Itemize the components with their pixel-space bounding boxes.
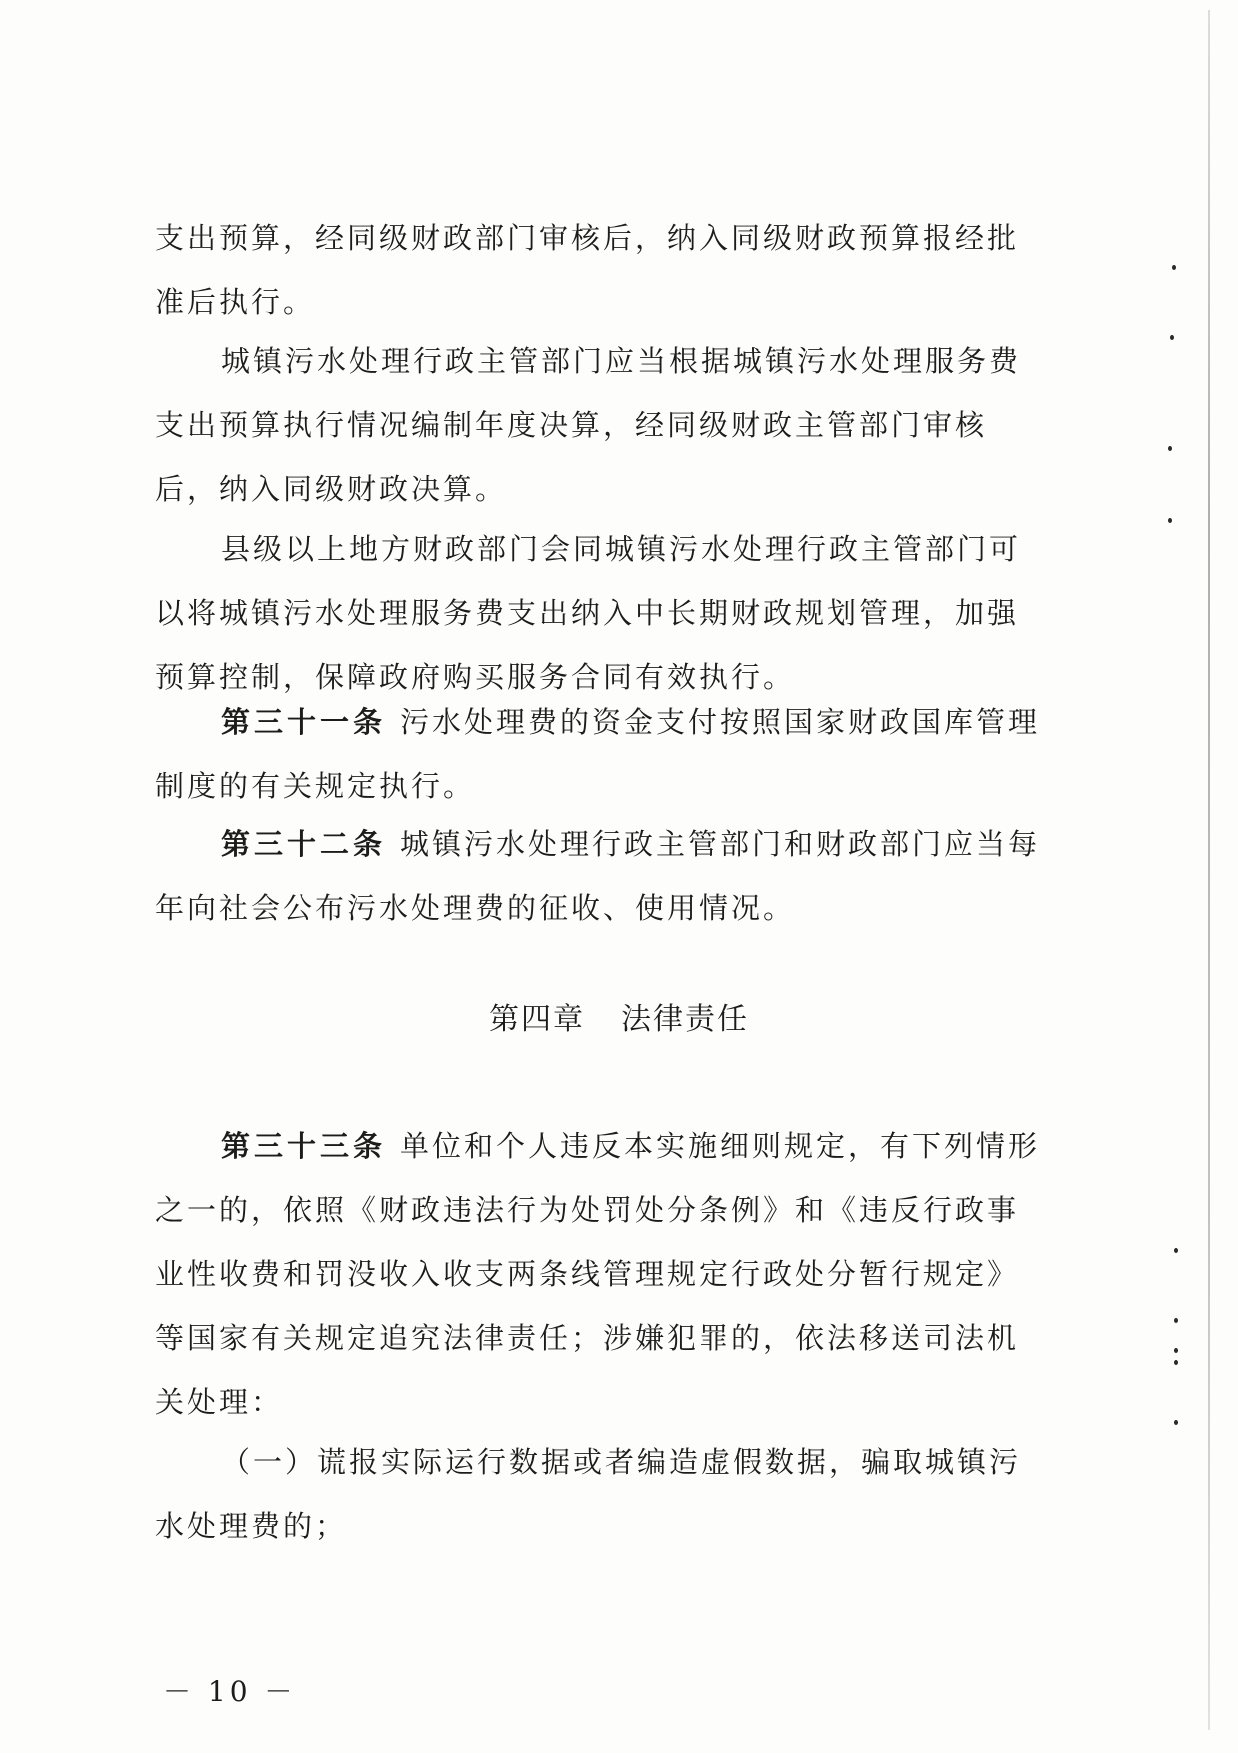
paragraph-medium-term-planning: 县级以上地方财政部门会同城镇污水处理行政主管部门可以将城镇污水处理服务费支出纳入中长期财政规划管理，加强预算控制，保障政府购买服务合同有效执行。 <box>155 532 1022 694</box>
chapter-number: 第四章 <box>489 1002 585 1037</box>
article-32 <box>155 812 1045 940</box>
paragraph-annual-final-accounts: 城镇污水处理行政主管部门应当根据城镇污水处理服务费支出预算执行情况编制年度决算，经同级财政主管部门审核后，纳入同级财政决算。 <box>155 344 1022 506</box>
scan-speck <box>1168 518 1172 523</box>
scan-speck <box>1174 1420 1178 1425</box>
scan-speck <box>1174 1348 1178 1353</box>
article-text: 城镇污水处理行政主管部门和财政部门应当每年向社会公布污水处理费的征收、使用情况。 <box>155 827 1041 925</box>
article-33 <box>155 1114 1045 1434</box>
paragraph-budget-approval: 支出预算，经同级财政部门审核后，纳入同级财政预算报经批准后执行。 <box>155 221 1020 319</box>
scan-speck <box>1170 335 1174 340</box>
scan-speck <box>1174 1248 1178 1253</box>
scan-speck <box>1168 446 1172 451</box>
article-number: 第三十一条 <box>221 705 387 739</box>
article-number: 第三十二条 <box>221 827 387 861</box>
article-number: 第三十三条 <box>221 1129 387 1163</box>
scan-speck <box>1174 1318 1178 1323</box>
article-text: 污水处理费的资金支付按照国家财政国库管理制度的有关规定执行。 <box>155 705 1041 803</box>
scan-speck <box>1174 1360 1178 1365</box>
chapter-heading <box>0 994 1238 1038</box>
scan-speck <box>1172 265 1176 270</box>
list-item-1: （一）谎报实际运行数据或者编造虚假数据，骗取城镇污水处理费的； <box>155 1445 1022 1543</box>
article-31 <box>155 690 1045 818</box>
page-number: － 10 － <box>163 1675 297 1708</box>
scan-edge-line <box>1208 10 1210 1730</box>
chapter-title: 法律责任 <box>621 1002 749 1037</box>
article-text: 单位和个人违反本实施细则规定，有下列情形之一的，依照《财政违法行为处罚处分条例》和《违反行政事业性收费和罚没收入收支两条线管理规定行政处分暂行规定》等国家有关规定追究法律责任；涉嫌犯罪的，依法移送司法机关处理： <box>155 1129 1041 1419</box>
